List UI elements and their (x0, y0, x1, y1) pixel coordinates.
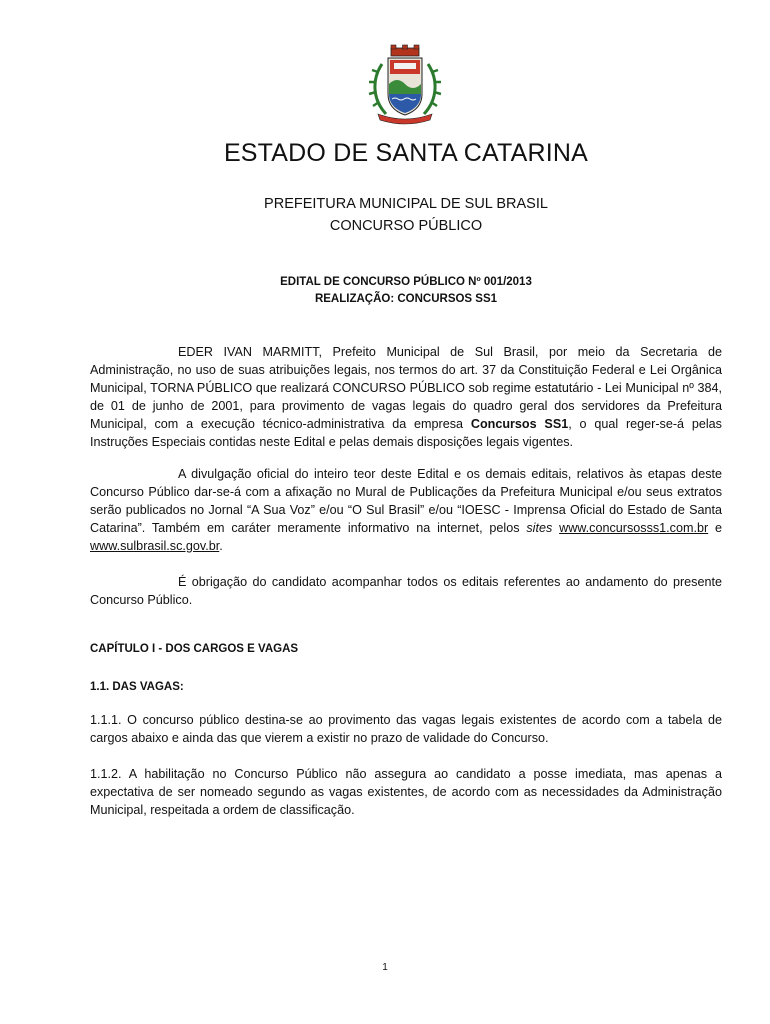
intro-text: EDER IVAN MARMITT, Prefeito Municipal de Sul Brasil, por meio da Secretaria de Administração, no uso de suas atribuições legais, nos termos do art. 37 da Constituição Federal e Lei Orgânica Municipal, TORNA PÚBLICO que realizará CONCURSO PÚBLICO sob regime estatutário - Lei Municipal nº 384, de 01 de junho de 2001, para provimento de vagas legais do quadro geral dos servidores da Prefeitura Municipal, com a execução técnico-administrativa da empresa (90, 345, 722, 431)
contest-type: CONCURSO PÚBLICO (329, 218, 483, 234)
period: . (219, 539, 223, 553)
company-name: Concursos SS1 (470, 417, 569, 431)
edital-number: EDITAL DE CONCURSO PÚBLICO Nº 001/2013 (280, 276, 532, 288)
intro-paragraph (90, 343, 722, 451)
sites-word: sites (526, 521, 553, 535)
and-text: e (708, 521, 722, 535)
publication-text: A divulgação oficial do inteiro teor deste Edital e os demais editais, relativos às etapas deste Concurso Público dar-se-á com a afixação no Mural de Publicações da Prefeitura Municipal e/ou seus extratos serão publicados no Jornal “A Sua Voz” e/ou “O Sul Brasil” e/ou “IOESC - Imprensa Oficial do Estado de Santa Catarina”. Também em caráter meramente informativo na internet, pelos (90, 467, 722, 535)
section-heading: 1.1. DAS VAGAS: (90, 681, 184, 693)
prefecture-block (90, 193, 722, 237)
item-1-1-1: 1.1.1. O concurso público destina-se ao provimento das vagas legais existentes de acordo com a tabela de cargos abaixo e ainda das que vierem a existir no prazo de validade do Concurso. (90, 713, 722, 745)
concursosss1-link[interactable]: www.concursosss1.com.br (559, 521, 709, 535)
chapter-heading: CAPÍTULO I - DOS CARGOS E VAGAS (90, 643, 299, 655)
publication-paragraph (90, 465, 722, 555)
item-1-1-2: 1.1.2. A habilitação no Concurso Público não assegura ao candidato a posse imediata, mas apenas a expectativa de ser nomeado segundo as vagas existentes, de acordo com as necessidades da Administração Municipal, respeitada a ordem de classificação. (90, 767, 722, 817)
edital-block (90, 274, 722, 308)
realizacao: REALIZAÇÃO: CONCURSOS SS1 (314, 293, 498, 305)
state-title: ESTADO DE SANTA CATARINA (223, 139, 589, 167)
obligation-paragraph: É obrigação do candidato acompanhar todos os editais referentes ao andamento do presente Concurso Público. (90, 575, 722, 607)
prefecture-name: PREFEITURA MUNICIPAL DE SUL BRASIL (264, 196, 548, 212)
municipal-coat-of-arms-icon (364, 44, 446, 126)
intro-text-end: , o qual reger-se-á pelas Instruções Especiais contidas neste Edital e pelas demais disposições legais vigentes. (90, 417, 722, 449)
sulbrasil-link[interactable]: www.sulbrasil.sc.gov.br (90, 539, 220, 553)
page-number: 1 (382, 962, 388, 973)
